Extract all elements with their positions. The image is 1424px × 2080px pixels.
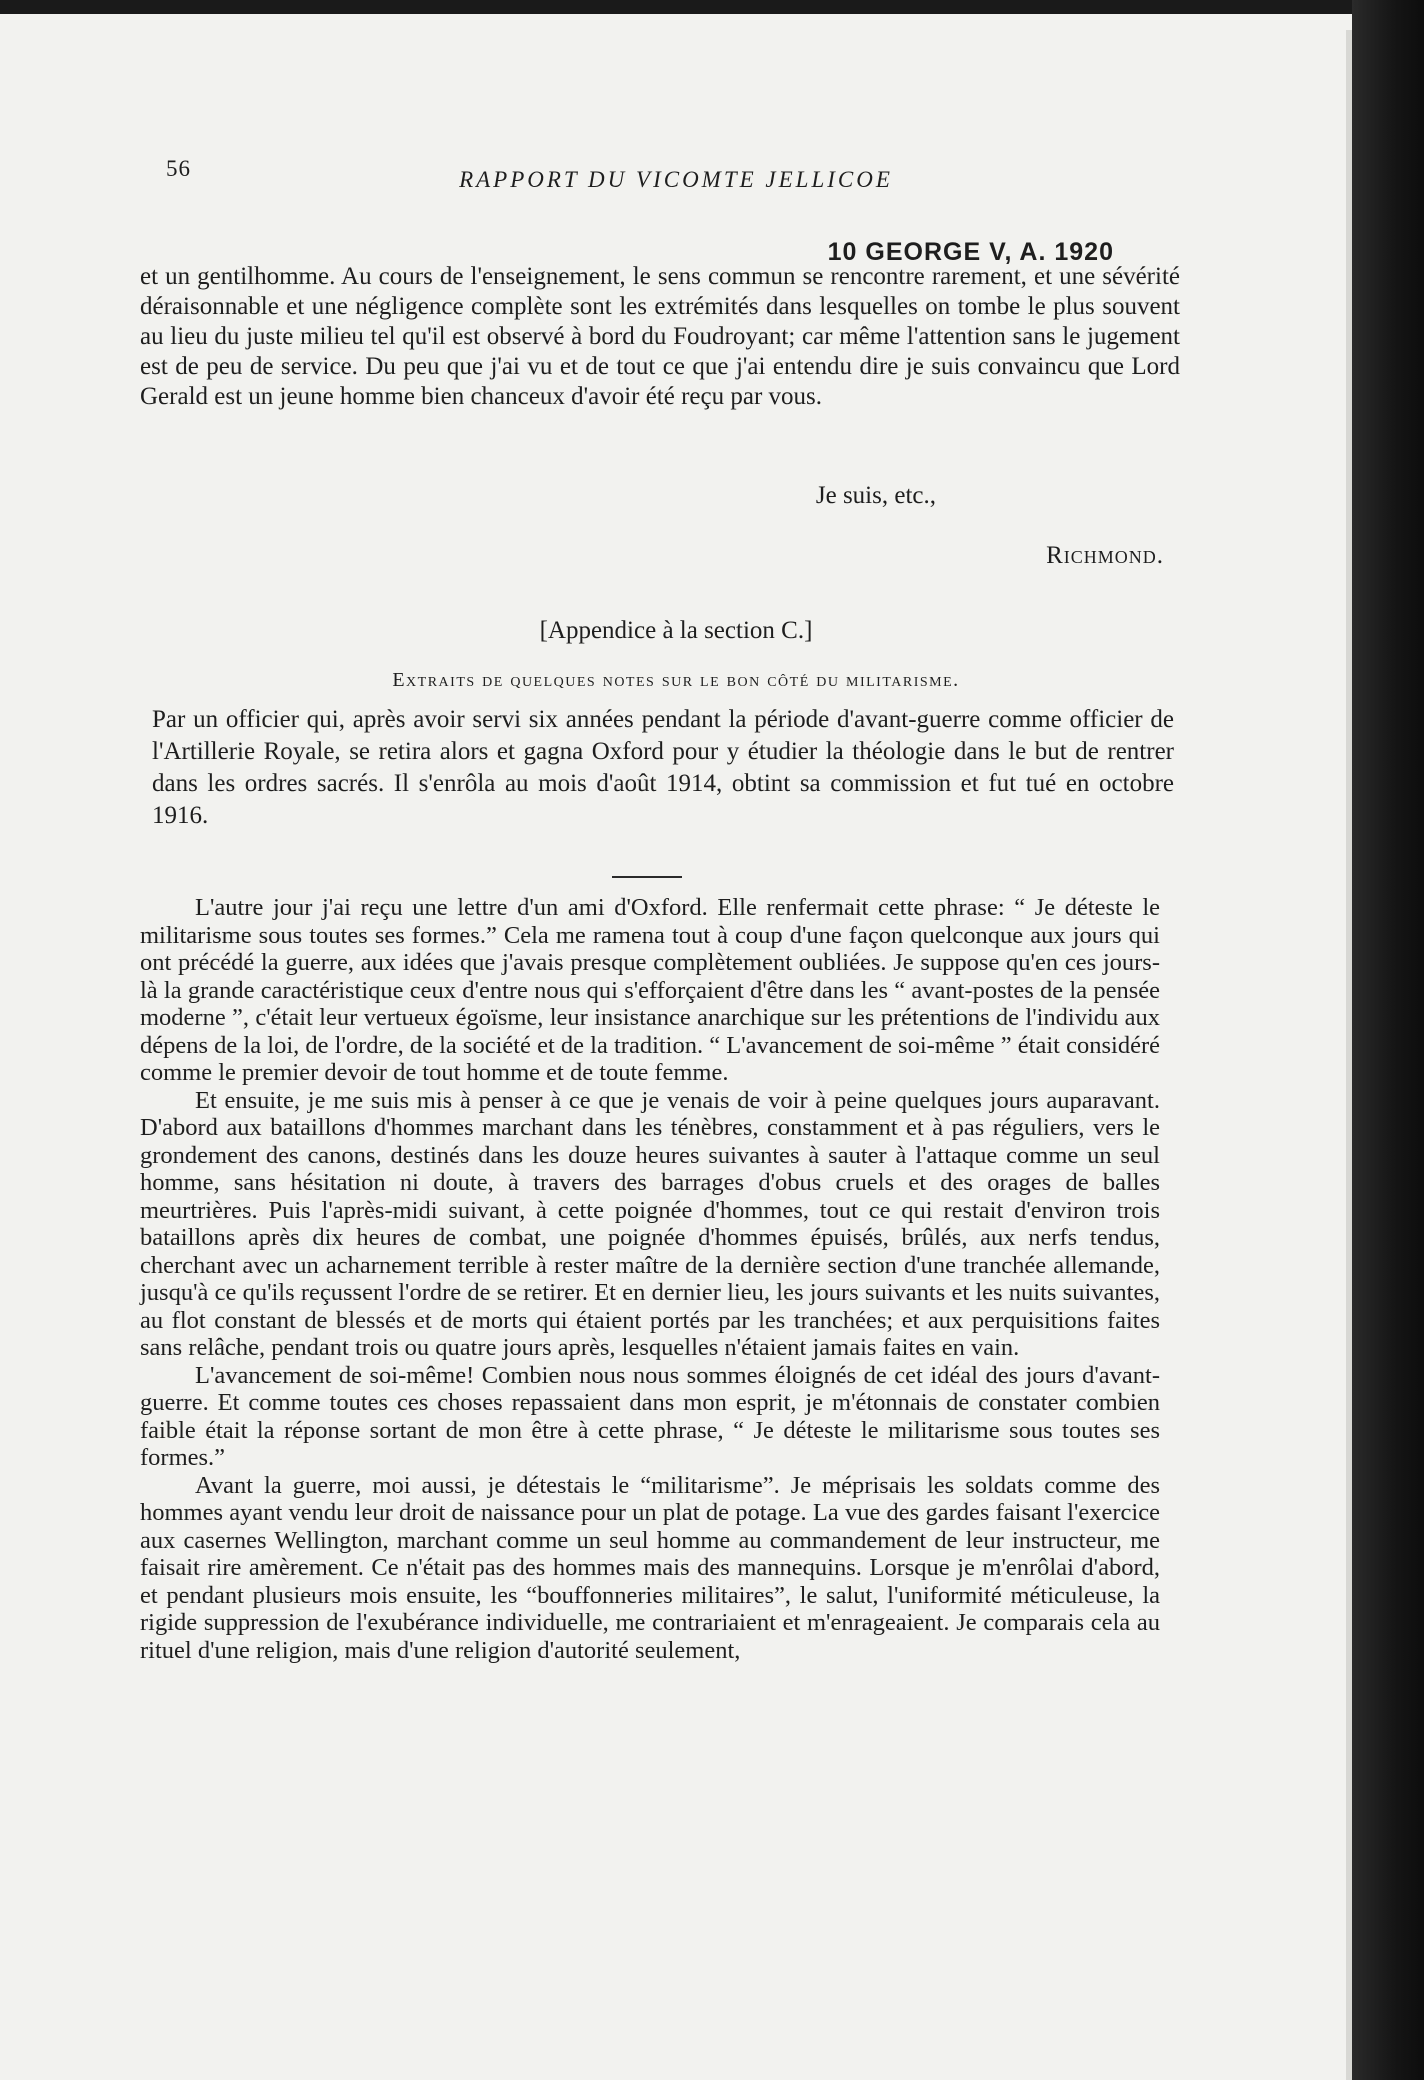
letter-signature: Richmond.	[1046, 542, 1164, 569]
appendix-subheading: Extraits de quelques notes sur le bon côté du militarisme.	[392, 669, 960, 691]
body-paragraph: Et ensuite, je me suis mis à penser à ce que je venais de voir à peine quelques jours auparavant. D'abord aux bataillons d'hommes marchant dans les ténèbres, constamment et à pas réguliers, vers le grondement des canons, destinés dans les douze heures suivantes à sauter à l'attaque comme un seul homme, sans hésitation ni doute, à travers des barrages d'obus cruels et des orages de balles meurtrières. Puis l'après-midi suivant, à cette poignée d'hommes, tout ce qui restait d'environ trois bataillons après dix heures de combat, une poignée d'hommes épuisés, brûlés, aux nerfs tendus, cherchant avec un acharnement terrible à rester maître de la dernière section d'une tranchée allemande, jusqu'à ce qu'ils reçussent l'ordre de se retirer. Et en dernier lieu, les jours suivants et les nuits suivantes, au flot constant de blessés et de morts qui étaient portés par les tranchées; et aux perquisitions faites sans relâche, pendant trois ou quatre jours après, lesquelles n'étaient jamais faites en vain.	[140, 1086, 1160, 1361]
page-number: 56	[166, 156, 191, 181]
page-sheet	[0, 14, 1352, 2080]
appendix-heading: [Appendice à la section C.]	[539, 617, 813, 644]
letter-paragraph: et un gentilhomme. Au cours de l'enseignement, le sens commun se rencontre rarement, et une sévérité déraisonnable et une négligence complète sont les extrémités dans lesquelles on tombe le plus souvent au lieu du juste milieu tel qu'il est observé à bord du Foudroyant; car même l'attention sans le jugement est de peu de service. Du peu que j'ai vu et de tout ce que j'ai entendu dire je suis convaincu que Lord Gerald est un jeune homme bien chanceux d'avoir été reçu par vous.	[140, 263, 1180, 410]
letter-continuation	[140, 262, 1180, 412]
section-divider	[612, 876, 682, 878]
book-gutter	[1352, 0, 1424, 2080]
letter-closing: Je suis, etc.,	[815, 482, 936, 509]
session-tag: 10 GEORGE V, A. 1920	[827, 238, 1114, 266]
body-paragraph: Avant la guerre, moi aussi, je détestais le “militarisme”. Je méprisais les soldats comme des hommes ayant vendu leur droit de naissance pour un plat de potage. La vue des gardes faisant l'exercice aux casernes Wellington, marchant comme un seul homme au commandement de leur instructeur, me faisait rire amèrement. Ce n'était pas des hommes mais des mannequins. Lorsque je m'enrôlai d'abord, et pendant plusieurs mois ensuite, les “bouffonneries militaires”, le salut, l'uniformité méticuleuse, la rigide suppression de l'exubérance individuelle, me contrariaient et m'enrageaient. Je comparais cela au rituel d'une religion, mais d'une religion d'autorité seulement,	[140, 1471, 1160, 1664]
running-title: RAPPORT DU VICOMTE JELLICOE	[459, 167, 893, 192]
body-text	[140, 894, 1160, 1664]
appendix-intro	[152, 704, 1174, 832]
intro-paragraph: Par un officier qui, après avoir servi six années pendant la période d'avant-guerre comme officier de l'Artillerie Royale, se retira alors et gagna Oxford pour y étudier la théologie dans le but de rentrer dans les ordres sacrés. Il s'enrôla au mois d'août 1914, obtint sa commission et fut tué en octobre 1916.	[152, 706, 1174, 829]
body-paragraph: L'avancement de soi-même! Combien nous nous sommes éloignés de cet idéal des jours d'avant-guerre. Et comme toutes ces choses repassaient dans mon esprit, je m'étonnais de constater combien faible était la réponse sortant de mon être à cette phrase, “ Je déteste le militarisme sous toutes ses formes.”	[140, 1361, 1160, 1471]
body-paragraph: L'autre jour j'ai reçu une lettre d'un ami d'Oxford. Elle renfermait cette phrase: “ Je déteste le militarisme sous toutes ses formes.” Cela me ramena tout à coup d'une façon quelconque aux jours qui ont précédé la guerre, aux idées que j'avais presque complètement oubliées. Je suppose qu'en ces jours-là la grande caractéristique ceux d'entre nous qui s'efforçaient d'être dans les “ avant-postes de la pensée moderne ”, c'était leur vertueux égoïsme, leur insistance anarchique sur les prétentions de l'individu aux dépens de la loi, de l'ordre, de la société et de la tradition. “ L'avancement de soi-même ” était considéré comme le premier devoir de tout homme et de toute femme.	[140, 894, 1160, 1086]
